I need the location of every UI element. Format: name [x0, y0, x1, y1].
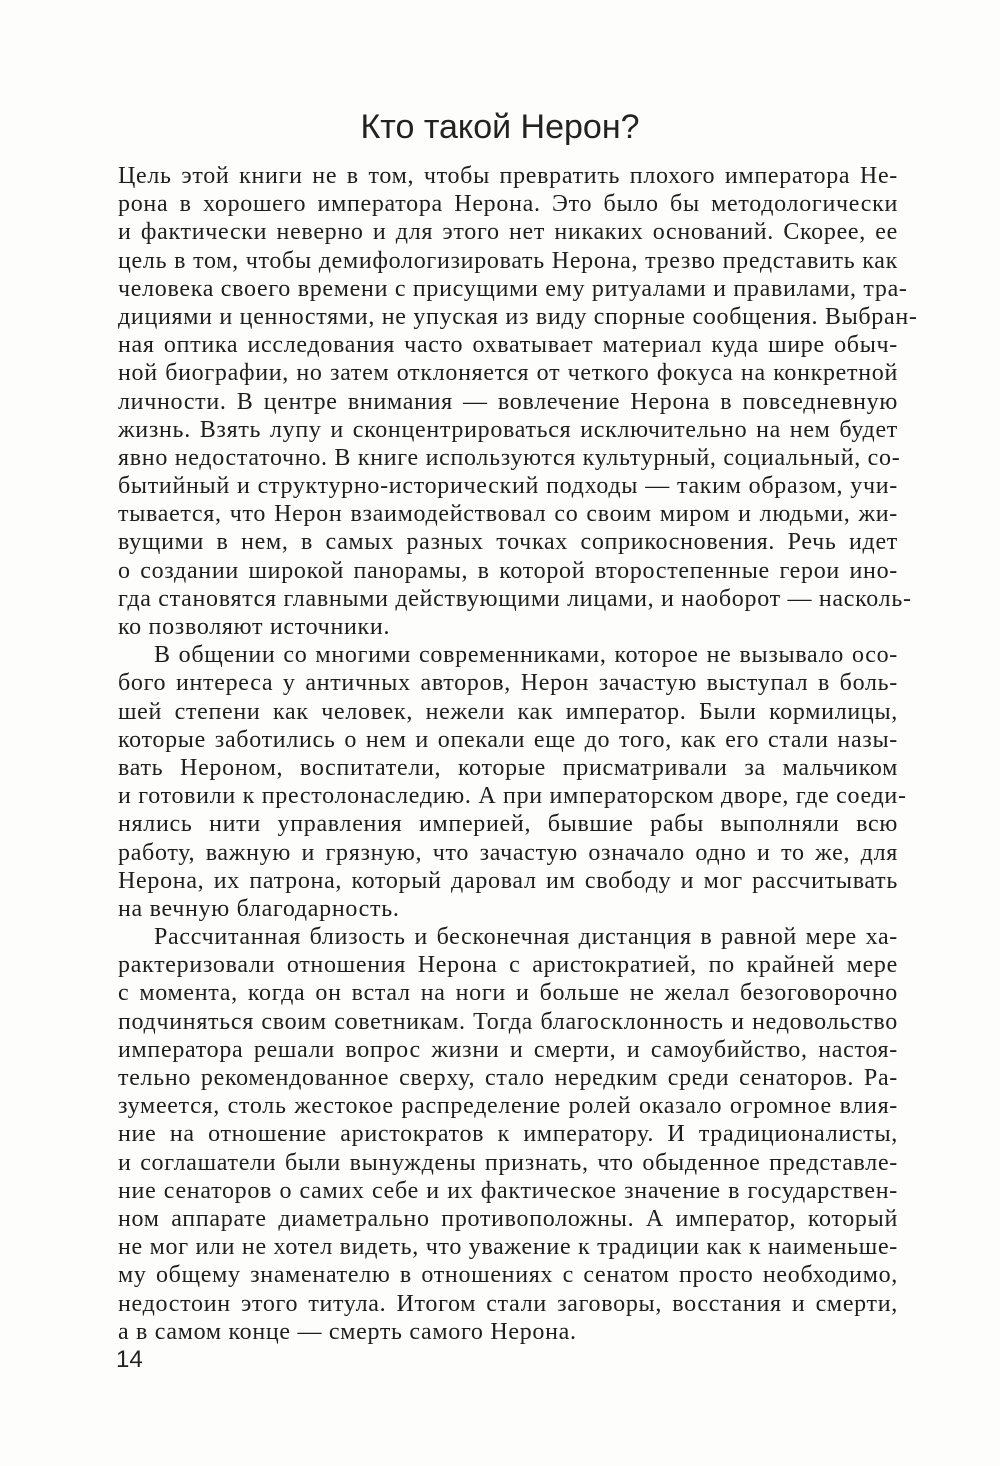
text-line: Рассчитанная близость и бесконечная дистанция в равной мере ха- [154, 924, 898, 951]
text-line: зумеется, столь жестокое распределение ролей оказало огромное влия- [118, 1093, 898, 1120]
text-line: работу, важную и грязную, что зачастую означало одно и то же, для [118, 839, 898, 866]
text-line: на вечную благодарность. [118, 895, 400, 922]
text-line: рактеризовали отношения Нерона с аристократией, по крайней мере [118, 952, 898, 979]
text-line: рона в хорошего императора Нерона. Это было бы методологически [118, 191, 898, 218]
text-line: шей степени как человек, нежели как император. Были кормилицы, [118, 698, 898, 725]
text-line: дициями и ценностями, не упуская из виду спорные сообщения. Выбран- [118, 303, 918, 330]
text-line: а в самом конце — смерть самого Нерона. [118, 1318, 577, 1345]
text-line: личности. В центре внимания — вовлечение Нерона в повседневную [118, 388, 898, 415]
text-line: вущими в нем, в самых разных точках соприкосновения. Речь идет [118, 529, 898, 556]
text-line: и соглашатели были вынуждены признать, что обыденное представле- [118, 1149, 898, 1176]
text-line: Нерона, их патрона, который даровал им свободу и мог рассчитывать [118, 867, 898, 894]
text-line: ние сенаторов о самих себе и их фактическое значение в государствен- [118, 1177, 898, 1204]
paragraph-1 [118, 162, 918, 641]
paragraph-2 [118, 641, 907, 923]
page-number: 14 [116, 1346, 143, 1373]
text-line: о создании широкой панорамы, в которой второстепенные герои ино- [118, 557, 898, 584]
chapter-title: Кто такой Нерон? [360, 108, 640, 146]
text-line: жизнь. Взять лупу и сконцентрироваться исключительно на нем будет [118, 416, 898, 443]
text-line: и готовили к престолонаследию. А при императорском дворе, где соеди- [118, 783, 907, 810]
text-line: Цель этой книги не в том, чтобы превратить плохого императора Не- [118, 163, 898, 189]
text-line: ние на отношение аристократов к императору. И традиционалисты, [118, 1121, 898, 1148]
text-line: нялись нити управления империей, бывшие рабы выполняли всю [118, 811, 898, 838]
text-line: цель в том, чтобы демифологизировать Нерона, трезво представить как [118, 247, 898, 274]
text-line: В общении со многими современниками, которое не вызывало осо- [154, 642, 898, 669]
text-line: тывается, что Нерон взаимодействовал со своим миром и людьми, жи- [118, 501, 898, 528]
text-line: бытийный и структурно-исторический подходы — таким образом, учи- [118, 473, 898, 500]
text-line: ной биографии, но затем отклоняется от четкого фокуса на конкретной [118, 360, 898, 387]
text-line: которые заботились о нем и опекали еще до того, как его стали назы- [118, 726, 898, 753]
text-line: му общему знаменателю в отношениях с сенатом просто необходимо, [118, 1262, 898, 1289]
text-line: ко позволяют источники. [118, 614, 391, 640]
text-line: и фактически неверно и для этого нет никаких оснований. Скорее, ее [118, 219, 898, 246]
text-line: недостоин этого титула. Итогом стали заговоры, восстания и смерти, [118, 1290, 898, 1317]
text-line: явно недостаточно. В книге используются культурный, социальный, со- [118, 444, 901, 471]
text-line: императора решали вопрос жизни и смерти, и самоубийство, настоя- [118, 1036, 898, 1063]
text-line: гда становятся главными действующими лицами, и наоборот — насколь- [118, 585, 912, 612]
text-line: подчиняться своим советникам. Тогда благосклонность и недовольство [118, 1008, 898, 1035]
text-line: ная оптика исследования часто охватывает материал куда шире обыч- [118, 332, 898, 359]
text-line: человека своего времени с присущими ему ритуалами и правилами, тра- [118, 275, 908, 302]
text-line: тельно рекомендованное сверху, стало нередким среди сенаторов. Ра- [118, 1065, 898, 1091]
text-line: бого интереса у античных авторов, Нерон зачастую выступал в боль- [118, 670, 898, 697]
body-text [118, 162, 918, 1346]
paragraph-3 [118, 923, 898, 1346]
text-line: вать Нероном, воспитатели, которые присматривали за мальчиком [118, 754, 898, 781]
text-line: с момента, когда он встал на ноги и больше не желал безоговорочно [118, 980, 898, 1007]
text-line: не мог или не хотел видеть, что уважение к традиции как к наименьше- [118, 1234, 898, 1261]
text-line: ном аппарате диаметрально противоположны. А император, который [118, 1205, 898, 1232]
